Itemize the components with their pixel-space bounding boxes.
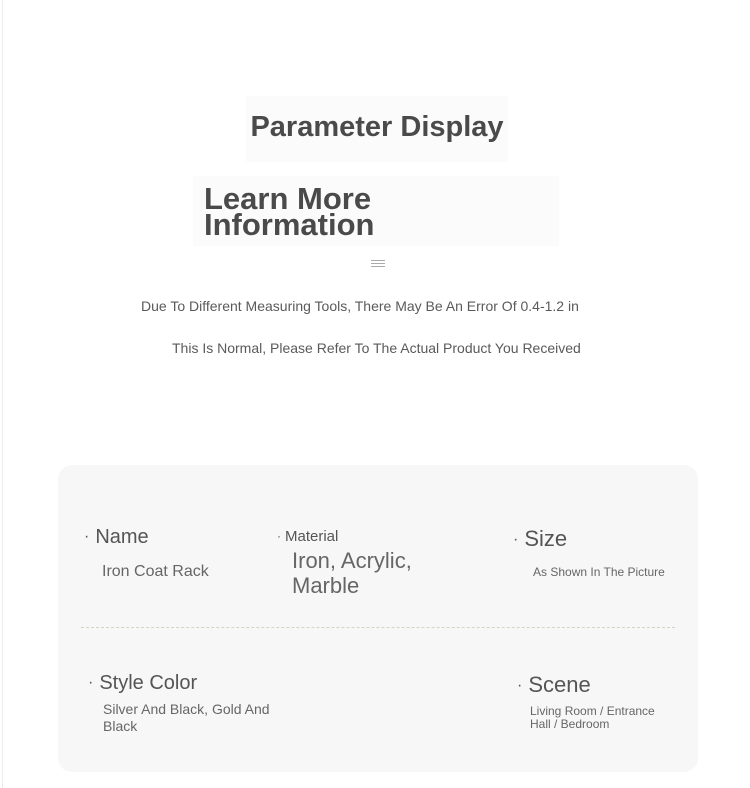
param-name: [84, 526, 209, 581]
bullet: ·: [88, 674, 94, 691]
bullet: ·: [517, 677, 523, 694]
param-name-value: Iron Coat Rack: [102, 563, 209, 580]
param-size: [513, 526, 665, 579]
page-subtitle: Learn More Information: [204, 181, 375, 242]
bullet: ·: [513, 531, 519, 548]
divider: [81, 627, 675, 628]
param-material: [277, 528, 462, 598]
param-scene-value: Living Room / Entrance Hall / Bedroom: [530, 704, 655, 731]
bullet: ·: [84, 528, 90, 545]
param-scene-label: · Scene: [517, 672, 591, 697]
param-size-label: · Size: [513, 526, 568, 551]
param-style-color-label: · Style Color: [88, 672, 198, 694]
param-material-value: Iron, Acrylic, Marble: [292, 548, 412, 598]
measurement-note-line-2: This Is Normal, Please Refer To The Actual Product You Received: [172, 340, 581, 356]
param-style-color: [88, 672, 293, 735]
param-size-value: As Shown In The Picture: [533, 565, 665, 579]
param-scene: [517, 672, 660, 731]
subtitle-box: [193, 176, 559, 246]
page-title: Parameter Display: [246, 96, 508, 162]
bullet: ·: [277, 529, 281, 543]
menu-icon: [371, 260, 385, 268]
param-material-label: · Material: [277, 528, 339, 545]
param-style-color-value: Silver And Black, Gold And Black: [103, 701, 270, 734]
param-name-label: · Name: [84, 526, 149, 548]
left-border: [2, 0, 3, 788]
measurement-note-line-1: Due To Different Measuring Tools, There May Be An Error Of 0.4-1.2 in: [141, 298, 579, 314]
parameter-card: [58, 465, 698, 772]
